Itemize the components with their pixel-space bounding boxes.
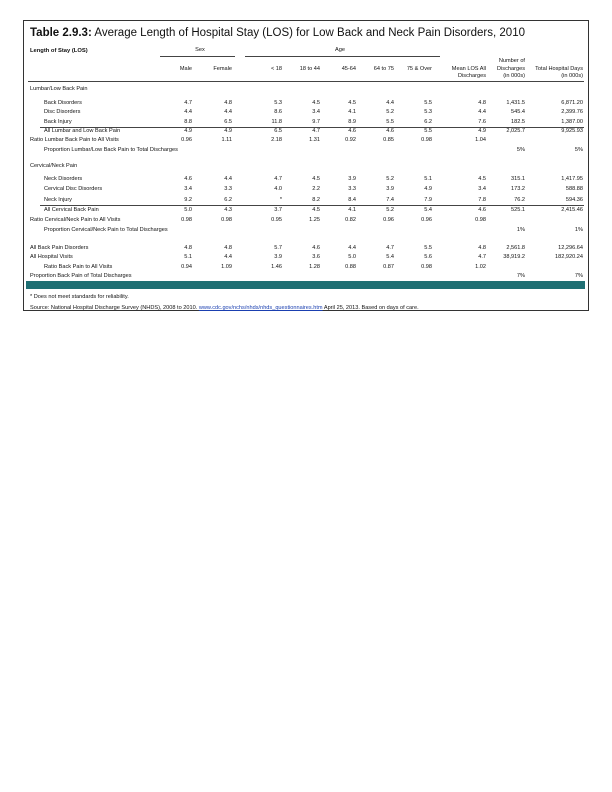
- header-num-1: Number of: [498, 58, 525, 64]
- table-cell: 0.98: [181, 217, 192, 223]
- table-cell: 76.2: [514, 197, 525, 203]
- teal-band: [26, 281, 585, 289]
- table-cell: 4.7: [312, 128, 320, 134]
- table-cell: 1.02: [475, 264, 486, 270]
- table-cell: 4.5: [478, 176, 486, 182]
- table-cell: 4.4: [348, 245, 356, 251]
- table-cell: 4.5: [348, 100, 356, 106]
- source-note: Source: National Hospital Discharge Survey (NHDS), 2008 to 2010. www.cdc.gov/nchs/nhds/nhds_questionnaires.htm April 25, 2013. Based on days of care.: [30, 305, 419, 311]
- table-cell: 1,431.5: [506, 100, 525, 106]
- row-label: Ratio Cervical/Neck Pain to All Visits: [30, 217, 121, 223]
- table-cell: 594.36: [565, 197, 583, 203]
- table-cell: 1.09: [221, 264, 232, 270]
- table-cell: 1,417.95: [561, 176, 583, 182]
- table-cell: 5.4: [386, 254, 394, 260]
- table-cell: 0.96: [383, 217, 394, 223]
- table-cell: 11.8: [271, 119, 282, 125]
- row-label: Lumbar/Low Back Pain: [30, 86, 88, 92]
- table-cell: 1.25: [309, 217, 320, 223]
- table-cell: 8.9: [348, 119, 356, 125]
- table-cell: 4.4: [184, 109, 192, 115]
- table-cell: 182,920.24: [555, 254, 583, 260]
- table-cell: 173.2: [511, 186, 525, 192]
- table-cell: 4.8: [184, 245, 192, 251]
- header-num-2: Discharges: [497, 66, 525, 72]
- table-cell: 3.9: [348, 176, 356, 182]
- table-cell: 315.1: [511, 176, 525, 182]
- table-cell: 0.88: [345, 264, 356, 270]
- table-cell: 5.2: [386, 109, 394, 115]
- header-18-44: 18 to 44: [299, 66, 320, 72]
- row-label: Proportion Back Pain of Total Discharges: [30, 273, 132, 279]
- table-cell: 4.1: [348, 207, 356, 213]
- table-cell: 5.1: [424, 176, 432, 182]
- table-cell: 1.46: [271, 264, 282, 270]
- table-cell: 545.4: [511, 109, 525, 115]
- table-cell: 4.6: [184, 176, 192, 182]
- row-rule: [40, 205, 584, 206]
- table-cell: 588.88: [565, 186, 583, 192]
- table-cell: 4.5: [312, 100, 320, 106]
- table-cell: 4.4: [478, 109, 486, 115]
- table-cell: 5.5: [424, 128, 432, 134]
- row-label: Disc Disorders: [44, 109, 81, 115]
- table-cell: 7.9: [424, 197, 432, 203]
- table-cell: 5.5: [424, 100, 432, 106]
- footnote: * Does not meet standards for reliability.: [30, 294, 129, 300]
- header-age: Age: [335, 47, 345, 53]
- table-cell: 8.8: [184, 119, 192, 125]
- table-cell: 5.1: [184, 254, 192, 260]
- table-cell: 1%: [516, 227, 525, 233]
- table-cell: *: [279, 197, 282, 203]
- table-cell: 4.7: [386, 245, 394, 251]
- table-cell: 6.2: [224, 197, 232, 203]
- table-cell: 0.94: [181, 264, 192, 270]
- age-rule: [245, 56, 440, 57]
- table-cell: 0.98: [421, 137, 432, 143]
- table-cell: 12,296.64: [558, 245, 583, 251]
- table-cell: 2.2: [312, 186, 320, 192]
- table-cell: 3.9: [274, 254, 282, 260]
- table-cell: 9,925.93: [561, 128, 583, 134]
- table-cell: 8.4: [348, 197, 356, 203]
- table-cell: 5.3: [274, 100, 282, 106]
- row-label: Proportion Cervical/Neck Pain to Total Discharges: [44, 227, 168, 233]
- row-label: All Hospital Visits: [30, 254, 73, 260]
- header-75-over: 75 & Over: [406, 66, 432, 72]
- table-cell: 4.7: [478, 254, 486, 260]
- row-label: All Cervical Back Pain: [44, 207, 99, 213]
- row-label: Back Injury: [44, 119, 72, 125]
- sex-rule: [160, 56, 235, 57]
- table-cell: 0.96: [421, 217, 432, 223]
- table-cell: 3.4: [184, 186, 192, 192]
- table-cell: 0.98: [475, 217, 486, 223]
- table-cell: 1.11: [221, 137, 232, 143]
- table-cell: 1.04: [475, 137, 486, 143]
- table-cell: 5.2: [386, 176, 394, 182]
- row-label: Neck Disorders: [44, 176, 83, 182]
- table-cell: 4.6: [386, 128, 394, 134]
- table-cell: 4.4: [224, 109, 232, 115]
- table-cell: 5.6: [424, 254, 432, 260]
- table-cell: 4.5: [312, 207, 320, 213]
- page-title: Table 2.9.3: Average Length of Hospital Stay (LOS) for Low Back and Neck Pain Disorders, 2010: [30, 27, 525, 39]
- table-cell: 7.6: [478, 119, 486, 125]
- row-label: Ratio Lumbar Back Pain to All Visits: [30, 137, 119, 143]
- table-cell: 0.98: [221, 217, 232, 223]
- header-mean-2: Discharges: [458, 73, 486, 79]
- table-cell: 1.31: [309, 137, 320, 143]
- table-cell: 525.1: [511, 207, 525, 213]
- table-cell: 3.4: [312, 109, 320, 115]
- table-cell: 5.4: [424, 207, 432, 213]
- table-cell: 4.9: [184, 128, 192, 134]
- header-female: Female: [213, 66, 232, 72]
- table-cell: 4.8: [478, 245, 486, 251]
- header-mean-1: Mean LOS All: [451, 66, 486, 72]
- row-label: Cervical Disc Disorders: [44, 186, 103, 192]
- table-cell: 6.5: [224, 119, 232, 125]
- header-days-2: (in 000s): [561, 73, 583, 79]
- table-cell: 2,415.46: [561, 207, 583, 213]
- table-cell: 2,561.8: [506, 245, 525, 251]
- table-cell: 4.4: [224, 176, 232, 182]
- row-label: All Lumbar and Low Back Pain: [44, 128, 121, 134]
- table-cell: 2,025.7: [506, 128, 525, 134]
- table-cell: 4.6: [478, 207, 486, 213]
- header-45-64: 45-64: [341, 66, 356, 72]
- table-cell: 0.95: [271, 217, 282, 223]
- table-cell: 4.5: [312, 176, 320, 182]
- table-cell: 4.8: [478, 100, 486, 106]
- table-cell: 4.7: [274, 176, 282, 182]
- table-cell: 0.96: [181, 137, 192, 143]
- table-cell: 0.85: [383, 137, 394, 143]
- table-cell: 4.0: [274, 186, 282, 192]
- table-cell: 5.7: [274, 245, 282, 251]
- table-cell: 8.6: [274, 109, 282, 115]
- table-cell: 9.2: [184, 197, 192, 203]
- table-cell: 4.9: [424, 186, 432, 192]
- table-cell: 4.4: [224, 254, 232, 260]
- table-cell: 4.6: [348, 128, 356, 134]
- table-cell: 0.98: [421, 264, 432, 270]
- header-rule: [28, 81, 584, 82]
- table-cell: 5%: [574, 147, 583, 153]
- row-label: Neck Injury: [44, 197, 72, 203]
- table-cell: 1%: [574, 227, 583, 233]
- table-cell: 2.18: [271, 137, 282, 143]
- table-cell: 4.7: [184, 100, 192, 106]
- row-label: Ratio Back Pain to All Visits: [44, 264, 113, 270]
- table-cell: 1.28: [309, 264, 320, 270]
- table-cell: 182.5: [511, 119, 525, 125]
- table-cell: 5.5: [386, 119, 394, 125]
- table-cell: 4.8: [224, 245, 232, 251]
- table-cell: 4.4: [386, 100, 394, 106]
- table-cell: 3.4: [478, 186, 486, 192]
- table-cell: 8.2: [312, 197, 320, 203]
- table-cell: 4.3: [224, 207, 232, 213]
- table-cell: 0.82: [345, 217, 356, 223]
- header-num-3: (in 000s): [503, 73, 525, 79]
- table-cell: 6,871.20: [561, 100, 583, 106]
- table-cell: 1,387.00: [561, 119, 583, 125]
- table-cell: 3.3: [348, 186, 356, 192]
- header-lt18: < 18: [270, 66, 282, 72]
- header-days-1: Total Hospital Days: [535, 66, 583, 72]
- table-cell: 5.0: [184, 207, 192, 213]
- table-cell: 9.7: [312, 119, 320, 125]
- table-cell: 4.8: [224, 100, 232, 106]
- table-cell: 7%: [574, 273, 583, 279]
- table-cell: 0.87: [383, 264, 394, 270]
- header-male: Male: [179, 66, 192, 72]
- table-cell: 2,399.76: [561, 109, 583, 115]
- table-cell: 3.3: [224, 186, 232, 192]
- table-cell: 3.9: [386, 186, 394, 192]
- source-link[interactable]: www.cdc.gov/nchs/nhds/nhds_questionnaires.htm: [198, 305, 323, 311]
- row-label: Proportion Lumbar/Low Back Pain to Total Discharges: [44, 147, 178, 153]
- table-cell: 7.4: [386, 197, 394, 203]
- table-cell: 0.92: [345, 137, 356, 143]
- table-cell: 5.2: [386, 207, 394, 213]
- table-cell: 6.5: [274, 128, 282, 134]
- table-cell: 3.6: [312, 254, 320, 260]
- table-cell: 5.0: [348, 254, 356, 260]
- table-cell: 3.7: [274, 207, 282, 213]
- table-cell: 5.5: [424, 245, 432, 251]
- table-cell: 5%: [516, 147, 525, 153]
- row-label: Cervical/Neck Pain: [30, 163, 78, 169]
- table-cell: 6.2: [424, 119, 432, 125]
- row-label: All Back Pain Disorders: [30, 245, 89, 251]
- header-los: Length of Stay (LOS): [30, 48, 88, 54]
- table-cell: 7%: [516, 273, 525, 279]
- table-cell: 4.6: [312, 245, 320, 251]
- table-cell: 4.1: [348, 109, 356, 115]
- table-cell: 4.9: [224, 128, 232, 134]
- row-label: Back Disorders: [44, 100, 82, 106]
- table-cell: 7.8: [478, 197, 486, 203]
- table-cell: 5.3: [424, 109, 432, 115]
- header-sex: Sex: [195, 47, 205, 53]
- table-cell: 38,919.2: [503, 254, 525, 260]
- table-cell: 4.9: [478, 128, 486, 134]
- header-64-75: 64 to 75: [373, 66, 394, 72]
